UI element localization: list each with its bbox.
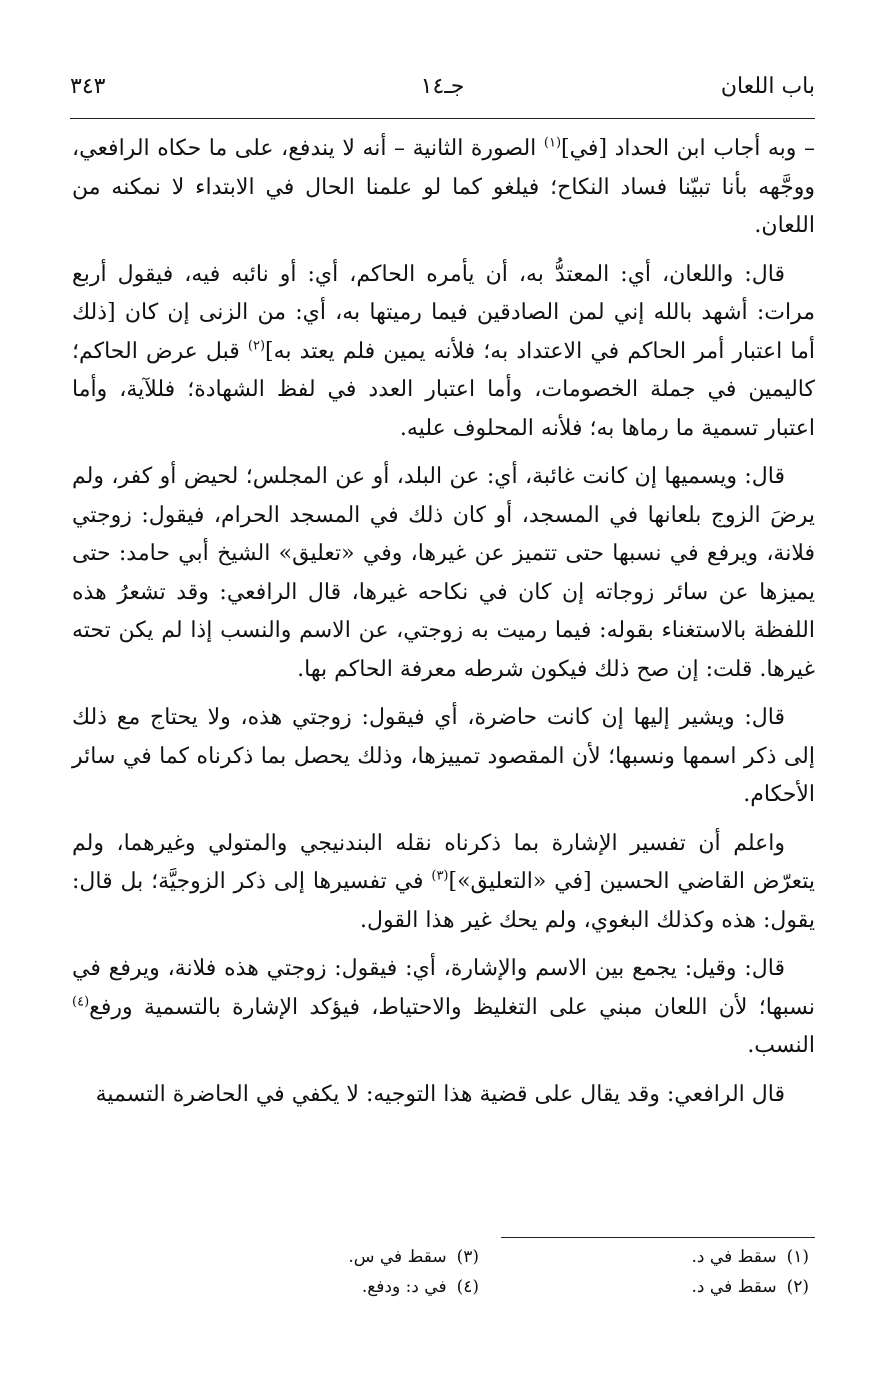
paragraph-text: قال: وقيل: يجمع بين الاسم والإشارة، أي: فيقول: زوجتي هذه فلانة، ويرفع في نسبها؛ لأن اللعان مبني على التغليظ والاحتياط، فيؤكد الإشارة بالتسمية ورفع <box>72 956 815 1020</box>
header-rule <box>70 118 815 119</box>
paragraph <box>72 458 815 689</box>
paragraph <box>72 825 815 941</box>
paragraph-text: واعلم أن تفسير الإشارة بما ذكرناه نقله البندنيجي والمتولي وغيرهما، ولم يتعرّض القاضي الحسين [في «التعليق»] <box>72 830 815 894</box>
paragraph <box>72 699 815 815</box>
footnote-text: سقط في د. <box>691 1277 777 1297</box>
paragraph-text: – وبه أجاب ابن الحداد [في] <box>561 136 815 161</box>
footnote-number: (٤) <box>456 1277 479 1297</box>
footnote-2 <box>692 1277 809 1297</box>
footnote-text: في د: ودفع. <box>361 1277 447 1297</box>
main-text <box>72 130 815 1124</box>
footnote-marker: (١) <box>543 135 562 151</box>
footnote-marker: (٤) <box>72 994 90 1010</box>
paragraph <box>72 1076 815 1115</box>
footnote-4 <box>362 1277 479 1297</box>
paragraph <box>72 256 815 449</box>
footnote-text: سقط في د. <box>691 1247 777 1267</box>
footnote-marker: (٣) <box>431 868 449 884</box>
paragraph-text: النسب. <box>747 1033 815 1058</box>
paragraph <box>72 130 815 246</box>
footnote-number: (٢) <box>786 1277 809 1297</box>
paragraph-text: قال: واللعان، أي: المعتدُّ به، أن يأمره الحاكم، أي: أو نائبه فيه، فيقول أربع مرات: أشهد بالله إني لمن الصادقين فيما رميتها به، أي: من الزنى إن كان [ذلك أما اعتبار أمر الحاكم في الاعتداد به؛ فلأنه يمين فلم يعتد به] <box>72 261 815 364</box>
footnote-marker: (٢) <box>247 338 266 354</box>
paragraph-text: في تفسيرها إلى ذكر الزوجيَّة؛ بل قال: يقول: هذه وكذلك البغوي، ولم يحك غير هذا القول. <box>72 869 815 933</box>
footnote-number: (٣) <box>456 1247 479 1267</box>
footnote-text: سقط في س. <box>348 1247 447 1267</box>
footnote-number: (١) <box>786 1247 809 1267</box>
page-header <box>70 68 815 114</box>
paragraph-text: قال: ويشير إليها إن كانت حاضرة، أي فيقول: زوجتي هذه، ولا يحتاج مع ذلك إلى ذكر اسمها ونسبها؛ لأن المقصود تمييزها، وذلك يحصل بما ذكرناه كما في سائر الأحكام. <box>72 705 815 807</box>
chapter-title: باب اللعان <box>720 74 815 99</box>
paragraph-text: الصورة الثانية – أنه لا يندفع، على ما حكاه الرافعي، ووجَّهه بأنا تبيّنا فساد النكاح؛ فيلغو كما لو علمنا الحال في الابتداء لا نمكنه من اللعان. <box>72 136 815 238</box>
paragraph-text: قال: ويسميها إن كانت غائبة، أي: عن البلد، أو عن المجلس؛ لحيض أو كفر، ولم يرضَ الزوج بلعانها في المسجد، أو كان ذلك في المسجد الحرام، فيقول: زوجتي فلانة، ويرفع في نسبها حتى تتميز عن غيرها، وفي «تعليق» الشيخ أبي حامد: حتى يميزها عن سائر زوجاته إن كان في نكاحه غيرها، قال الرافعي: وقد تشعرُ هذه اللفظة بالاستغناء بقوله: فيما رميت به زوجتي، عن الاسم والنسب إذا لم يكن تحته غيرها. قلت: إن صح ذلك فيكون شرطه معرفة الحاكم بها. <box>72 464 815 682</box>
paragraph-text: قال الرافعي: وقد يقال على قضية هذا التوجيه: لا يكفي في الحاضرة التسمية <box>95 1081 785 1107</box>
paragraph-text: قبل عرض الحاكم؛ كاليمين في جملة الخصومات، وأما اعتبار العدد في لفظ الشهادة؛ فللآية، وأما اعتبار تسمية ما رماها به؛ فلأنه المحلوف عليه. <box>72 338 815 441</box>
volume-label: جـ١٤ <box>420 74 465 99</box>
paragraph <box>72 950 815 1066</box>
footnote-3 <box>348 1247 479 1267</box>
footnote-1 <box>692 1247 809 1267</box>
footnote-separator <box>501 1237 815 1238</box>
page-number: ٣٤٣ <box>70 74 106 99</box>
